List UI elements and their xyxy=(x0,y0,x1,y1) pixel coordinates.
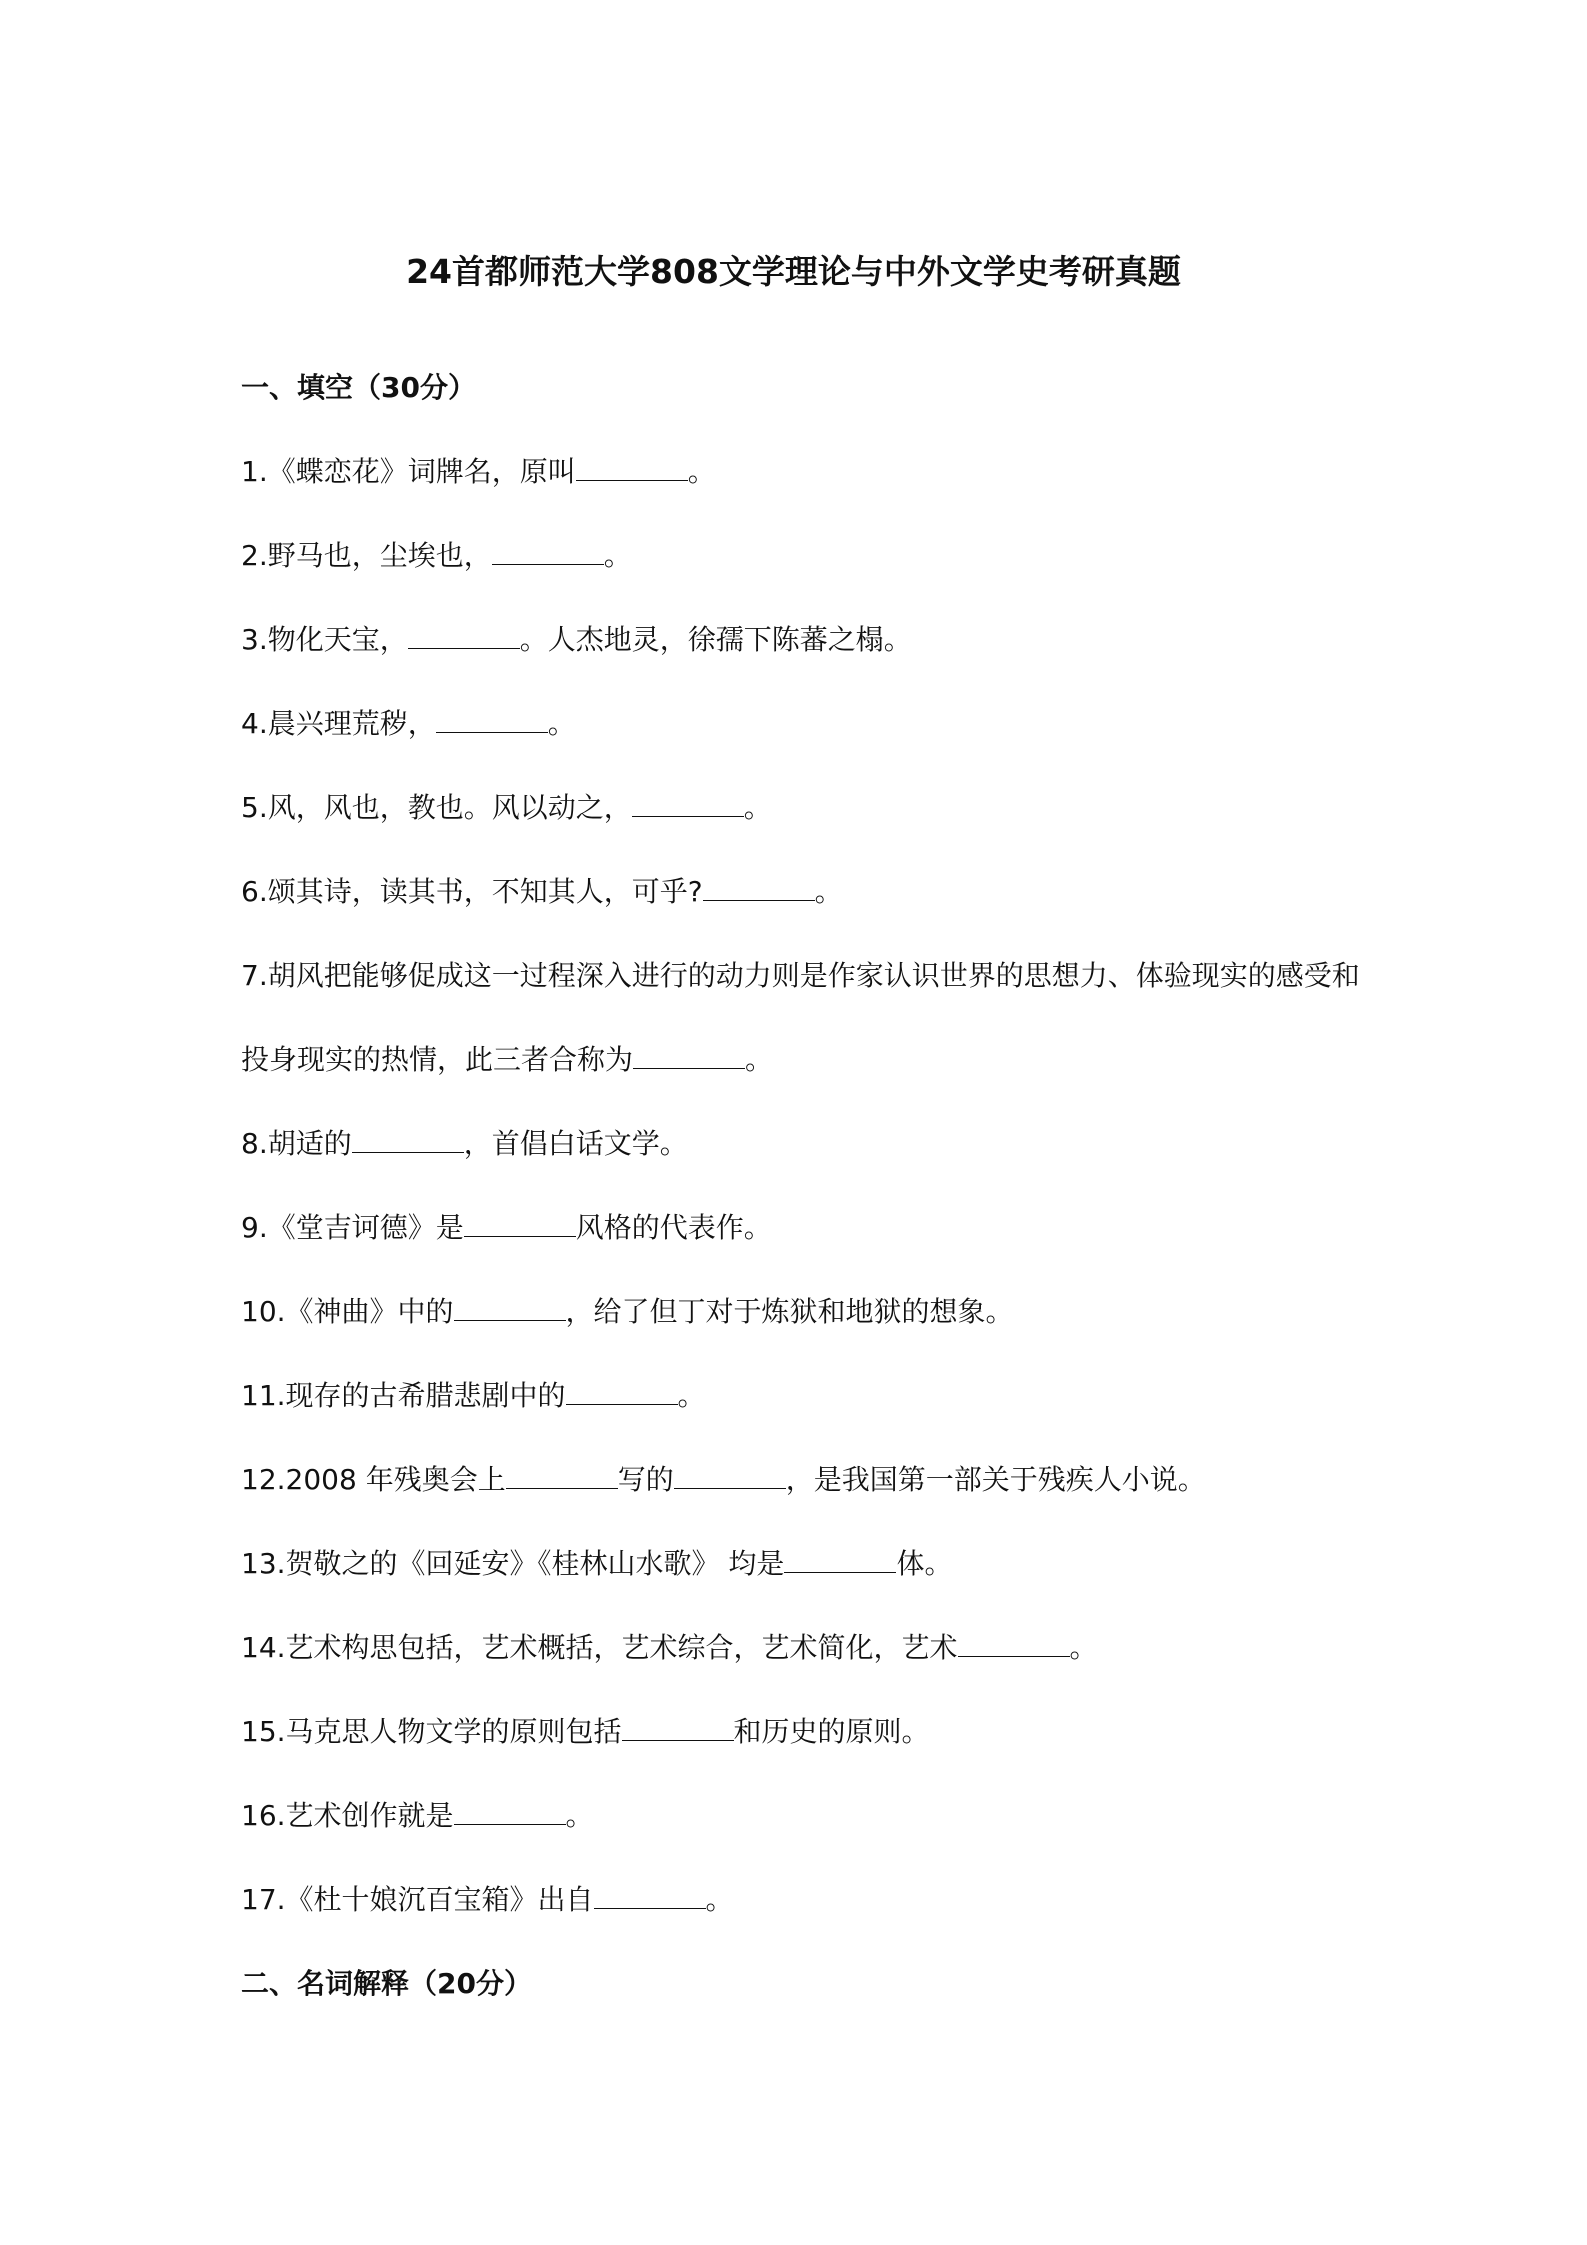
question-4 xyxy=(241,704,576,744)
question-11 xyxy=(241,1376,706,1416)
question-17 xyxy=(241,1880,734,1920)
answer-blank xyxy=(506,1462,618,1489)
answer-blank xyxy=(454,1798,566,1825)
answer-blank xyxy=(492,538,604,565)
question-text-end: 。人杰地灵，徐孺下陈蕃之榻。 xyxy=(519,623,912,656)
question-15 xyxy=(241,1712,930,1752)
question-text-end: ，是我国第一部关于残疾人小说。 xyxy=(785,1463,1206,1496)
question-12 xyxy=(241,1460,1206,1500)
document-title: 24首都师范大学808文学理论与中外文学史考研真题 xyxy=(406,252,1181,291)
question-14 xyxy=(241,1628,1098,1668)
question-6 xyxy=(241,872,843,912)
question-9 xyxy=(241,1208,772,1248)
answer-blank xyxy=(784,1546,896,1573)
question-text-end: ，给了但丁对于炼狱和地狱的想象。 xyxy=(565,1295,1014,1328)
question-1 xyxy=(241,452,716,492)
answer-blank xyxy=(576,454,688,481)
question-13 xyxy=(241,1544,952,1584)
question-5 xyxy=(241,788,772,828)
question-text: 10.《神曲》中的 xyxy=(241,1295,454,1328)
answer-blank xyxy=(352,1126,464,1153)
question-text-end: 。 xyxy=(603,539,632,572)
question-text-end: 和历史的原则。 xyxy=(733,1715,930,1748)
question-text: 14.艺术构思包括，艺术概括，艺术综合，艺术简化，艺术 xyxy=(241,1631,958,1664)
question-text: 13.贺敬之的《回延安》《桂林山水歌》 均是 xyxy=(241,1547,785,1580)
answer-blank xyxy=(632,790,744,817)
answer-blank xyxy=(464,1210,576,1237)
question-text: 6.颂其诗，读其书，不知其人，可乎? xyxy=(241,875,703,908)
question-text-end: ，首倡白话文学。 xyxy=(463,1127,688,1160)
section-heading-term-explanation: 二、名词解释（20分） xyxy=(241,1967,532,2000)
question-text: 1.《蝶恋花》词牌名，原叫 xyxy=(241,455,576,488)
answer-blank xyxy=(566,1378,678,1405)
answer-blank xyxy=(633,1042,745,1069)
question-text-end: 。 xyxy=(547,707,576,740)
question-text: 7.胡风把能够促成这一过程深入进行的动力则是作家认识世界的思想力、体验现实的感受和 xyxy=(241,959,1360,992)
question-3 xyxy=(241,620,912,660)
answer-blank xyxy=(958,1630,1070,1657)
question-text: 4.晨兴理荒秽， xyxy=(241,707,436,740)
answer-blank xyxy=(436,706,548,733)
question-text: 17.《杜十娘沉百宝箱》出自 xyxy=(241,1883,594,1916)
question-text: 5.风，风也，教也。风以动之， xyxy=(241,791,632,824)
answer-blank xyxy=(454,1294,566,1321)
question-text: 16.艺术创作就是 xyxy=(241,1799,454,1832)
question-text: 12.2008 年残奥会上 xyxy=(241,1463,506,1496)
question-text-end: 风格的代表作。 xyxy=(575,1211,772,1244)
question-text: 投身现实的热情，此三者合称为 xyxy=(241,1043,634,1076)
question-text-middle: 写的 xyxy=(617,1463,674,1496)
answer-blank xyxy=(622,1714,734,1741)
question-text-end: 体。 xyxy=(896,1547,953,1580)
question-text: 2.野马也，尘埃也， xyxy=(241,539,492,572)
question-text: 9.《堂吉诃德》是 xyxy=(241,1211,464,1244)
answer-blank xyxy=(594,1882,706,1909)
question-text: 15.马克思人物文学的原则包括 xyxy=(241,1715,622,1748)
question-text-end: 。 xyxy=(565,1799,594,1832)
question-text-end: 。 xyxy=(677,1379,706,1412)
question-text-end: 。 xyxy=(814,875,843,908)
question-2 xyxy=(241,536,632,576)
question-16 xyxy=(241,1796,594,1836)
answer-blank xyxy=(408,622,520,649)
answer-blank xyxy=(703,874,815,901)
question-text-end: 。 xyxy=(745,1043,774,1076)
question-text-end: 。 xyxy=(743,791,772,824)
question-10 xyxy=(241,1292,1014,1332)
answer-blank xyxy=(674,1462,786,1489)
question-8 xyxy=(241,1124,688,1164)
question-text: 11.现存的古希腊悲剧中的 xyxy=(241,1379,566,1412)
question-text-end: 。 xyxy=(1069,1631,1098,1664)
question-text: 8.胡适的 xyxy=(241,1127,352,1160)
question-7-line-2 xyxy=(241,1040,773,1080)
question-text-end: 。 xyxy=(705,1883,734,1916)
question-7-line-1 xyxy=(241,956,1360,996)
question-text: 3.物化天宝， xyxy=(241,623,408,656)
section-heading-fill-in: 一、填空（30分） xyxy=(241,371,476,404)
question-text-end: 。 xyxy=(687,455,716,488)
